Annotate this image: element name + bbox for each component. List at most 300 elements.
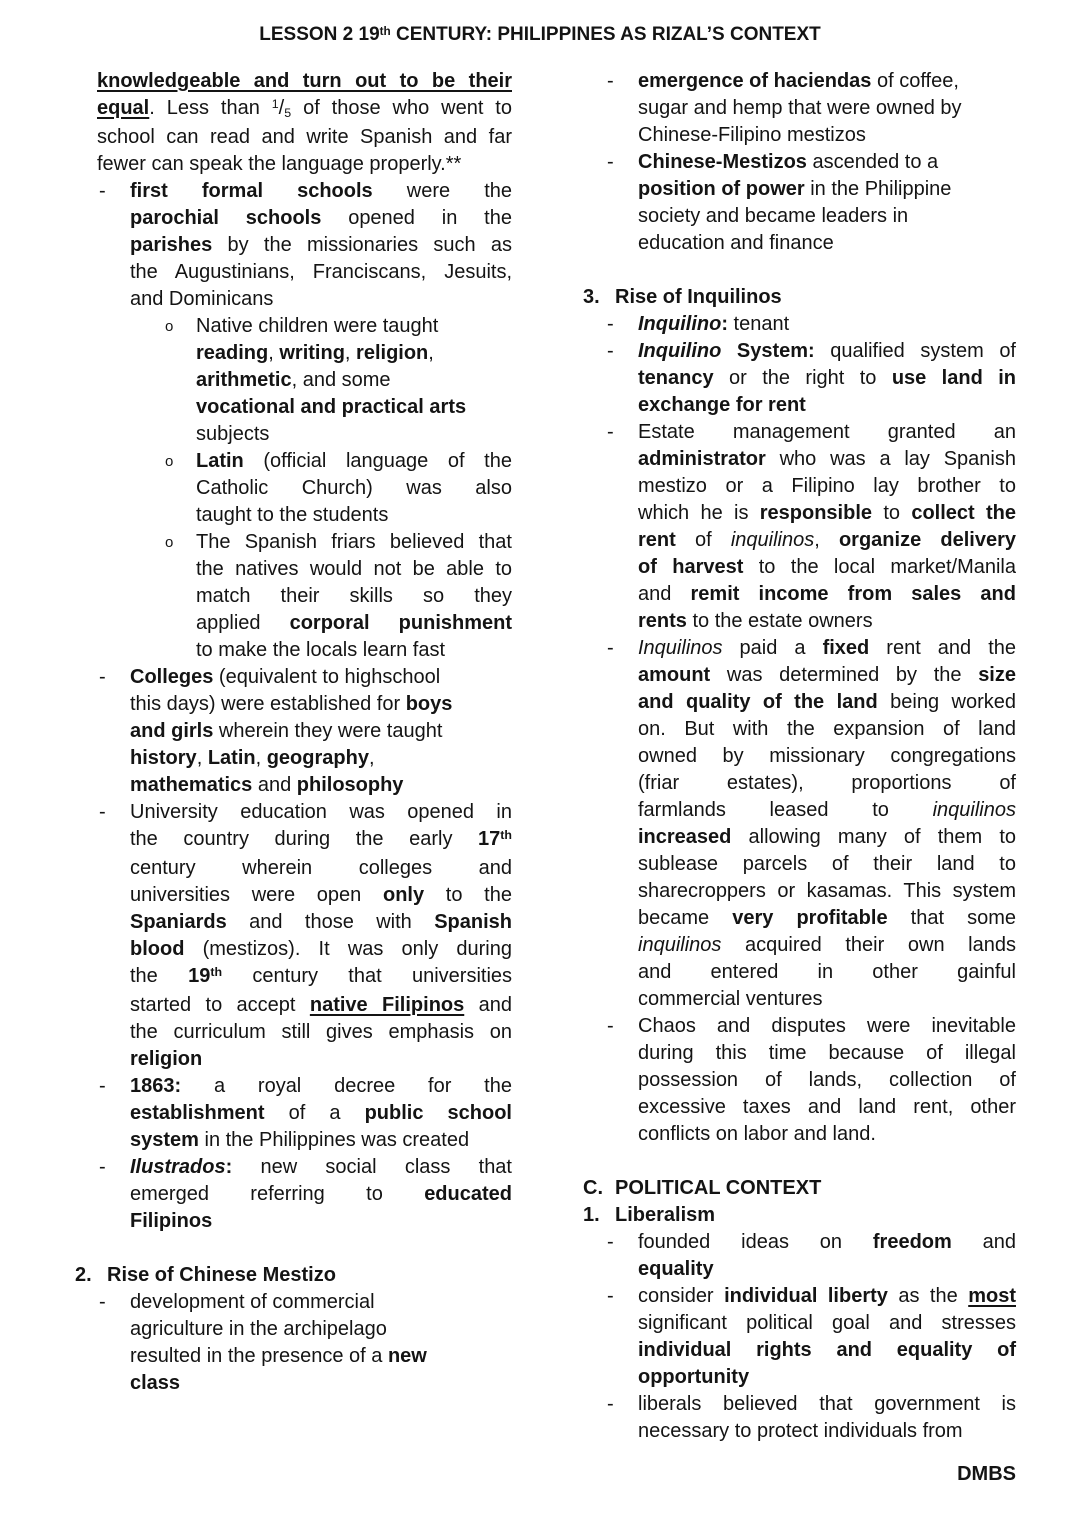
- text-segment: founded ideas on: [638, 1231, 873, 1253]
- text-segment: ,: [368, 747, 375, 769]
- text-segment: wherein they were taught: [213, 720, 443, 742]
- text-segment: school can read and write Spanish and far: [97, 126, 512, 148]
- heading-number: 3.: [583, 286, 600, 308]
- text-segment: applied: [196, 612, 290, 634]
- section-heading: [583, 1202, 1016, 1229]
- text-segment: establishment: [130, 1102, 265, 1124]
- text-segment: universities were open: [130, 884, 383, 906]
- text-line: [196, 394, 512, 421]
- text-segment: match their skills so they: [196, 585, 512, 607]
- text-segment: and entered in other gainful: [638, 961, 1016, 983]
- section-heading: [75, 1262, 512, 1289]
- text-segment: consider: [638, 1285, 725, 1307]
- text-segment: (mestizos). It was only during: [184, 938, 512, 960]
- text-line: [638, 95, 1016, 122]
- text-segment: excessive taxes and land rent, other: [638, 1096, 1016, 1118]
- text-line: [130, 1046, 512, 1073]
- text-segment: ,: [196, 747, 208, 769]
- text-segment: 5: [284, 105, 292, 120]
- text-line: [196, 367, 512, 394]
- text-segment: Estate management granted an: [638, 421, 1016, 443]
- text-segment: philosophy: [296, 774, 404, 796]
- text-segment: Filipinos: [130, 1210, 213, 1232]
- text-segment: exchange for rent: [638, 394, 806, 416]
- bullet-marker: o: [165, 453, 174, 470]
- text-line: [196, 448, 512, 475]
- text-segment: system: [130, 1129, 199, 1151]
- text-line: [638, 500, 1016, 527]
- text-segment: th: [379, 24, 391, 38]
- text-segment: size: [978, 664, 1016, 686]
- text-line: [638, 1067, 1016, 1094]
- text-segment: the natives would not be able to: [196, 558, 512, 580]
- text-segment: emerged referring to: [130, 1183, 425, 1205]
- text-line: [196, 502, 512, 529]
- text-line: [638, 338, 1016, 365]
- bullet-marker: -: [607, 421, 614, 443]
- text-segment: 19: [188, 965, 211, 987]
- text-segment: public school: [364, 1102, 512, 1124]
- text-line: [130, 232, 512, 259]
- text-segment: conflicts on labor and land.: [638, 1123, 876, 1145]
- text-segment: use land in: [891, 367, 1016, 389]
- text-line: [638, 230, 1016, 257]
- text-line: [130, 259, 512, 286]
- text-line: [638, 851, 1016, 878]
- text-line: [638, 122, 1016, 149]
- text-segment: owned by missionary congregations: [638, 745, 1016, 767]
- text-line: [130, 772, 512, 799]
- text-line: [130, 1154, 512, 1181]
- text-segment: (equivalent to highschool: [213, 666, 441, 688]
- text-line: [638, 581, 1016, 608]
- text-segment: 1863:: [130, 1075, 182, 1097]
- text-segment: Rise of Inquilinos: [615, 286, 782, 308]
- text-segment: of harvest: [638, 556, 744, 578]
- text-segment: boys: [405, 693, 453, 715]
- text-line: [638, 1337, 1016, 1364]
- text-segment: Chinese-Mestizos: [638, 151, 807, 173]
- text-segment: century that universities: [222, 965, 513, 987]
- text-line: [196, 475, 512, 502]
- spacer: [75, 1235, 512, 1262]
- text-segment: blood: [130, 938, 185, 960]
- text-line: [638, 149, 1016, 176]
- text-line: [638, 203, 1016, 230]
- bullet-item: [583, 68, 1016, 149]
- text-segment: parochial schools: [130, 207, 322, 229]
- text-segment: opened in the: [321, 207, 512, 229]
- text-segment: Inquilino: [638, 340, 722, 362]
- text-segment: reading: [196, 342, 269, 364]
- bullet-marker: -: [607, 1231, 614, 1253]
- text-segment: agriculture in the archipelago: [130, 1318, 387, 1340]
- bullet-item: [75, 1073, 512, 1154]
- text-segment: acquired their own lands: [721, 934, 1016, 956]
- two-column-layout: [75, 68, 1016, 1445]
- text-segment: on. But with the expansion of land: [638, 718, 1016, 740]
- text-segment: during this time because of illegal: [638, 1042, 1016, 1064]
- bullet-item: [583, 635, 1016, 1013]
- bullet-item: [75, 664, 512, 799]
- text-segment: century wherein colleges and: [130, 857, 512, 879]
- text-segment: fixed: [822, 637, 870, 659]
- text-line: [196, 529, 512, 556]
- text-line: [638, 959, 1016, 986]
- text-segment: rent and the: [869, 637, 1016, 659]
- text-line: [130, 826, 512, 855]
- text-line: [107, 1262, 512, 1289]
- text-segment: the: [130, 965, 189, 987]
- text-line: [130, 691, 512, 718]
- text-segment: writing: [279, 342, 345, 364]
- text-line: [638, 1121, 1016, 1148]
- text-segment: a royal decree for the: [181, 1075, 512, 1097]
- text-segment: history: [130, 747, 197, 769]
- text-segment: mestizo or a Filipino lay brother to: [638, 475, 1016, 497]
- text-line: [130, 1370, 512, 1397]
- text-segment: resulted in the presence of a: [130, 1345, 388, 1367]
- left-column: [75, 68, 512, 1445]
- spacer: [583, 1148, 1016, 1175]
- text-segment: rents: [638, 610, 687, 632]
- text-segment: th: [210, 965, 223, 980]
- text-line: [638, 1013, 1016, 1040]
- text-segment: mathematics: [130, 774, 253, 796]
- text-segment: new social class that: [232, 1156, 512, 1178]
- text-line: [130, 1316, 512, 1343]
- text-line: [638, 1391, 1016, 1418]
- spacer: [583, 257, 1016, 284]
- text-segment: Liberalism: [615, 1204, 716, 1226]
- bullet-marker: o: [165, 318, 174, 335]
- text-segment: The Spanish friars believed that: [196, 531, 512, 553]
- text-segment: ,: [814, 529, 839, 551]
- text-line: [130, 909, 512, 936]
- text-line: [638, 392, 1016, 419]
- text-line: [130, 286, 512, 313]
- text-segment: and Dominicans: [130, 288, 274, 310]
- text-line: [638, 1310, 1016, 1337]
- bullet-marker: -: [99, 1291, 106, 1313]
- text-line: [638, 446, 1016, 473]
- bullet-item: [583, 338, 1016, 419]
- text-segment: and girls: [130, 720, 214, 742]
- text-segment: ,: [268, 342, 280, 364]
- text-segment: and those with: [226, 911, 435, 933]
- text-line: [130, 718, 512, 745]
- text-segment: position of power: [638, 178, 805, 200]
- sub-bullet-item: [75, 313, 512, 448]
- text-line: [638, 635, 1016, 662]
- text-segment: commercial ventures: [638, 988, 823, 1010]
- bullet-marker: -: [99, 180, 106, 202]
- paragraph: [75, 68, 512, 178]
- text-line: [638, 716, 1016, 743]
- text-segment: the curriculum still gives emphasis on: [130, 1021, 512, 1043]
- text-segment: development of commercial: [130, 1291, 375, 1313]
- text-line: [638, 1094, 1016, 1121]
- text-line: [130, 1019, 512, 1046]
- bullet-marker: -: [99, 666, 106, 688]
- text-line: [97, 124, 512, 151]
- text-segment: religion: [130, 1048, 203, 1070]
- text-line: [638, 743, 1016, 770]
- text-segment: vocational and practical arts: [196, 396, 467, 418]
- text-segment: necessary to protect individuals from: [638, 1420, 963, 1442]
- heading-number: 2.: [75, 1264, 92, 1286]
- text-line: [130, 178, 512, 205]
- text-segment: and: [951, 1231, 1016, 1253]
- bullet-item: [583, 1283, 1016, 1391]
- text-line: [130, 963, 512, 992]
- text-line: [638, 554, 1016, 581]
- bullet-marker: -: [607, 151, 614, 173]
- text-segment: by the missionaries such as: [212, 234, 512, 256]
- text-segment: freedom: [872, 1231, 952, 1253]
- text-line: [638, 419, 1016, 446]
- text-segment: fewer can speak the language properly.**: [97, 153, 462, 175]
- text-line: [638, 770, 1016, 797]
- bullet-item: [75, 1289, 512, 1397]
- text-line: [130, 664, 512, 691]
- text-segment: 1: [271, 97, 279, 112]
- text-segment: Catholic Church) was also: [196, 477, 512, 499]
- text-segment: sharecroppers or kasamas. This system: [638, 880, 1016, 902]
- footer-initials: DMBS: [957, 1463, 1016, 1485]
- text-segment: to make the locals learn fast: [196, 639, 446, 661]
- text-segment: administrator: [638, 448, 766, 470]
- text-segment: as the: [887, 1285, 969, 1307]
- bullet-item: [583, 149, 1016, 257]
- text-line: [130, 799, 512, 826]
- bullet-item: [75, 178, 512, 313]
- bullet-marker: -: [99, 801, 106, 823]
- text-segment: geography: [266, 747, 369, 769]
- text-segment: religion: [356, 342, 429, 364]
- text-segment: ascended to a: [806, 151, 939, 173]
- text-line: [638, 662, 1016, 689]
- text-segment: Spanish: [434, 911, 512, 933]
- text-segment: of coffee,: [871, 70, 959, 92]
- text-line: [130, 1127, 512, 1154]
- text-segment: of a: [264, 1102, 365, 1124]
- text-segment: education and finance: [638, 232, 834, 254]
- text-segment: rent: [638, 529, 676, 551]
- text-segment: inquilinos: [638, 934, 722, 956]
- text-segment: possession of lands, collection of: [638, 1069, 1016, 1091]
- text-segment: of: [675, 529, 731, 551]
- text-segment: knowledgeable and turn out to be their: [97, 70, 512, 92]
- text-segment: ,: [344, 342, 357, 364]
- text-segment: collect the: [911, 502, 1016, 524]
- text-line: [638, 473, 1016, 500]
- text-segment: CENTURY: PHILIPPINES AS RIZAL’S CONTEXT: [390, 24, 821, 45]
- text-segment: Native children were taught: [196, 315, 439, 337]
- text-segment: :: [225, 1156, 233, 1178]
- text-segment: new: [387, 1345, 427, 1367]
- bullet-item: [583, 1391, 1016, 1445]
- bullet-marker: -: [607, 1015, 614, 1037]
- text-line: [130, 1208, 512, 1235]
- text-segment: tenant: [727, 313, 790, 335]
- text-line: [130, 205, 512, 232]
- bullet-marker: o: [165, 534, 174, 551]
- sub-bullet-item: [75, 448, 512, 529]
- text-line: [638, 1418, 1016, 1445]
- text-line: [638, 878, 1016, 905]
- text-line: [638, 932, 1016, 959]
- text-segment: emergence of haciendas: [638, 70, 872, 92]
- heading-number: 1.: [583, 1204, 600, 1226]
- text-line: [638, 68, 1016, 95]
- text-segment: the country during the early: [130, 828, 479, 850]
- text-segment: educated: [424, 1183, 512, 1205]
- bullet-marker: -: [607, 1285, 614, 1307]
- text-segment: was determined by the: [710, 664, 979, 686]
- text-segment: became: [638, 907, 733, 929]
- text-segment: th: [500, 828, 512, 843]
- text-segment: qualified system of: [814, 340, 1016, 362]
- text-line: [615, 284, 1016, 311]
- text-segment: or the right to: [713, 367, 892, 389]
- text-line: [638, 1256, 1016, 1283]
- sub-bullet-item: [75, 529, 512, 664]
- text-segment: to the: [424, 884, 512, 906]
- text-segment: equal: [97, 97, 150, 119]
- text-segment: paid a: [722, 637, 823, 659]
- text-segment: parishes: [130, 234, 213, 256]
- text-segment: which he is: [638, 502, 760, 524]
- text-segment: native Filipinos: [309, 994, 465, 1016]
- text-segment: and quality of the land: [638, 691, 878, 713]
- text-line: [196, 313, 512, 340]
- text-segment: tenancy: [638, 367, 714, 389]
- text-line: [638, 311, 1016, 338]
- text-segment: started to accept: [130, 994, 310, 1016]
- text-segment: Chinese-Filipino mestizos: [638, 124, 866, 146]
- text-segment: to: [872, 502, 912, 524]
- text-line: [638, 824, 1016, 851]
- text-segment: LESSON 2 19: [259, 24, 380, 45]
- text-line: [130, 745, 512, 772]
- text-segment: class: [130, 1372, 181, 1394]
- text-line: [638, 527, 1016, 554]
- text-segment: in the Philippines was created: [198, 1129, 470, 1151]
- text-segment: to the local market/Manila: [743, 556, 1017, 578]
- text-segment: individual rights and equality of: [638, 1339, 1016, 1361]
- text-line: [196, 583, 512, 610]
- text-segment: Ilustrados: [130, 1156, 226, 1178]
- text-segment: inquilinos: [932, 799, 1016, 821]
- text-segment: Inquilino: [638, 313, 722, 335]
- bullet-item: [583, 1229, 1016, 1283]
- text-segment: individual liberty: [724, 1285, 888, 1307]
- bullet-item: [583, 311, 1016, 338]
- bullet-marker: -: [607, 1393, 614, 1415]
- text-line: [638, 1364, 1016, 1391]
- text-line: [196, 556, 512, 583]
- text-segment: University education was opened in: [130, 801, 512, 823]
- text-segment: opportunity: [638, 1366, 750, 1388]
- text-line: [130, 936, 512, 963]
- text-segment: increased: [638, 826, 732, 848]
- text-line: [196, 421, 512, 448]
- text-segment: [721, 340, 737, 362]
- page-title: [0, 21, 1080, 50]
- text-segment: were the: [372, 180, 512, 202]
- text-line: [130, 1073, 512, 1100]
- text-segment: Latin: [196, 450, 244, 472]
- text-segment: most: [968, 1285, 1016, 1307]
- text-segment: who was a lay Spanish: [765, 448, 1016, 470]
- text-line: [615, 1175, 1016, 1202]
- text-segment: very profitable: [732, 907, 888, 929]
- text-segment: and: [464, 994, 512, 1016]
- text-line: [196, 610, 512, 637]
- text-line: [638, 1283, 1016, 1310]
- bullet-marker: -: [99, 1075, 106, 1097]
- text-segment: arithmetic: [196, 369, 292, 391]
- text-segment: Spaniards: [130, 911, 227, 933]
- bullet-item: [75, 799, 512, 1073]
- text-line: [97, 68, 512, 95]
- text-segment: , and some: [291, 369, 391, 391]
- right-column: [583, 68, 1016, 1445]
- text-segment: ,: [428, 342, 434, 364]
- text-segment: (official language of the: [243, 450, 512, 472]
- text-segment: to the estate owners: [686, 610, 873, 632]
- text-line: [638, 1229, 1016, 1256]
- text-segment: responsible: [759, 502, 873, 524]
- text-segment: corporal punishment: [289, 612, 512, 634]
- text-line: [130, 855, 512, 882]
- text-segment: first formal schools: [130, 180, 373, 202]
- text-line: [638, 608, 1016, 635]
- text-line: [638, 905, 1016, 932]
- text-segment: (friar estates), proportions of: [638, 772, 1016, 794]
- text-segment: of those who went to: [291, 97, 512, 119]
- text-line: [638, 986, 1016, 1013]
- text-segment: the Augustinians, Franciscans, Jesuits,: [130, 261, 512, 283]
- text-segment: remit income from sales and: [690, 583, 1016, 605]
- text-line: [130, 1343, 512, 1370]
- text-segment: /: [278, 97, 285, 119]
- text-segment: Rise of Chinese Mestizo: [107, 1264, 336, 1286]
- text-segment: liberals believed that government is: [638, 1393, 1016, 1415]
- text-line: [196, 340, 512, 367]
- text-line: [638, 797, 1016, 824]
- text-line: [97, 95, 512, 124]
- bullet-marker: -: [607, 70, 614, 92]
- text-line: [638, 1040, 1016, 1067]
- text-line: [196, 637, 512, 664]
- text-segment: Latin: [207, 747, 256, 769]
- text-segment: subjects: [196, 423, 270, 445]
- text-segment: System:: [736, 340, 815, 362]
- text-segment: organize delivery: [838, 529, 1016, 551]
- bullet-item: [75, 1154, 512, 1235]
- bullet-marker: -: [607, 313, 614, 335]
- text-segment: and: [252, 774, 297, 796]
- heading-number: C.: [583, 1177, 603, 1199]
- section-heading: [583, 284, 1016, 311]
- text-line: [130, 1100, 512, 1127]
- text-segment: farmlands leased to: [638, 799, 933, 821]
- section-heading: [583, 1175, 1016, 1202]
- text-line: [130, 992, 512, 1019]
- bullet-marker: -: [99, 1156, 106, 1178]
